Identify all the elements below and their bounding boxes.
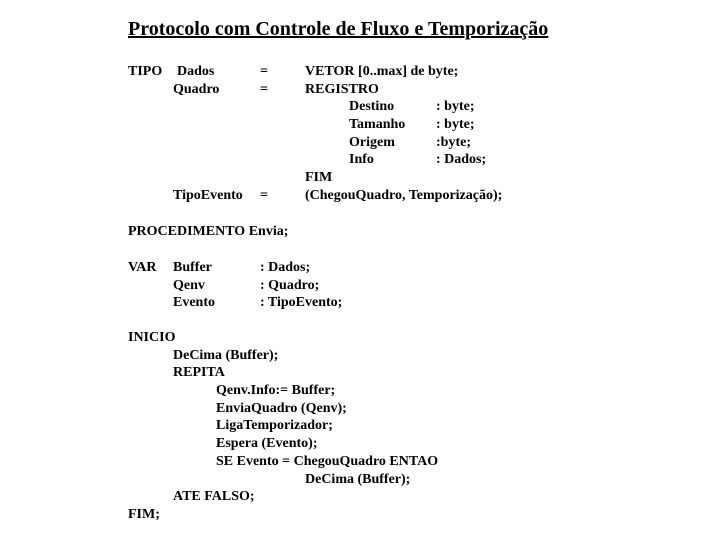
code-line: DeCima (Buffer); bbox=[173, 348, 279, 363]
fim-keyword: FIM; bbox=[128, 507, 160, 522]
tipoevento-definition: (ChegouQuadro, Temporização); bbox=[305, 188, 503, 203]
field-name: Info bbox=[349, 152, 374, 167]
var-name: Buffer bbox=[173, 260, 212, 275]
registro-end: FIM bbox=[305, 170, 333, 185]
var-type: : TipoEvento; bbox=[260, 295, 343, 310]
field-name: Tamanho bbox=[349, 117, 406, 132]
dados-definition: VETOR [0..max] de byte; bbox=[305, 64, 459, 79]
slide-title: Protocolo com Controle de Fluxo e Temporização bbox=[128, 18, 549, 40]
field-type: : byte; bbox=[436, 117, 475, 132]
var-type: : Dados; bbox=[260, 260, 311, 275]
tipo-keyword: TIPO bbox=[128, 64, 163, 79]
field-type: : Dados; bbox=[436, 152, 487, 167]
field-name: Destino bbox=[349, 99, 395, 114]
var-name: Qenv bbox=[173, 278, 205, 293]
quadro-equals: = bbox=[260, 82, 268, 97]
quadro-definition: REGISTRO bbox=[305, 82, 379, 97]
code-line: LigaTemporizador; bbox=[216, 418, 333, 433]
tipoevento-equals: = bbox=[260, 188, 268, 203]
field-type: : byte; bbox=[436, 99, 475, 114]
dados-name: Dados bbox=[177, 64, 215, 79]
inicio-keyword: INICIO bbox=[128, 330, 176, 345]
code-line: DeCima (Buffer); bbox=[305, 472, 411, 487]
repita-keyword: REPITA bbox=[173, 365, 225, 380]
var-name: Evento bbox=[173, 295, 215, 310]
ate-keyword: ATE FALSO; bbox=[173, 489, 255, 504]
code-line: EnviaQuadro (Qenv); bbox=[216, 401, 347, 416]
code-line: Espera (Evento); bbox=[216, 436, 318, 451]
field-name: Origem bbox=[349, 135, 395, 150]
code-line: Qenv.Info:= Buffer; bbox=[216, 383, 336, 398]
dados-equals: = bbox=[260, 64, 268, 79]
var-keyword: VAR bbox=[128, 260, 157, 275]
var-type: : Quadro; bbox=[260, 278, 320, 293]
tipoevento-name: TipoEvento bbox=[173, 188, 243, 203]
procedure-header: PROCEDIMENTO Envia; bbox=[128, 224, 289, 239]
code-line: SE Evento = ChegouQuadro ENTAO bbox=[216, 454, 439, 469]
quadro-name: Quadro bbox=[173, 82, 220, 97]
field-type: :byte; bbox=[436, 135, 471, 150]
